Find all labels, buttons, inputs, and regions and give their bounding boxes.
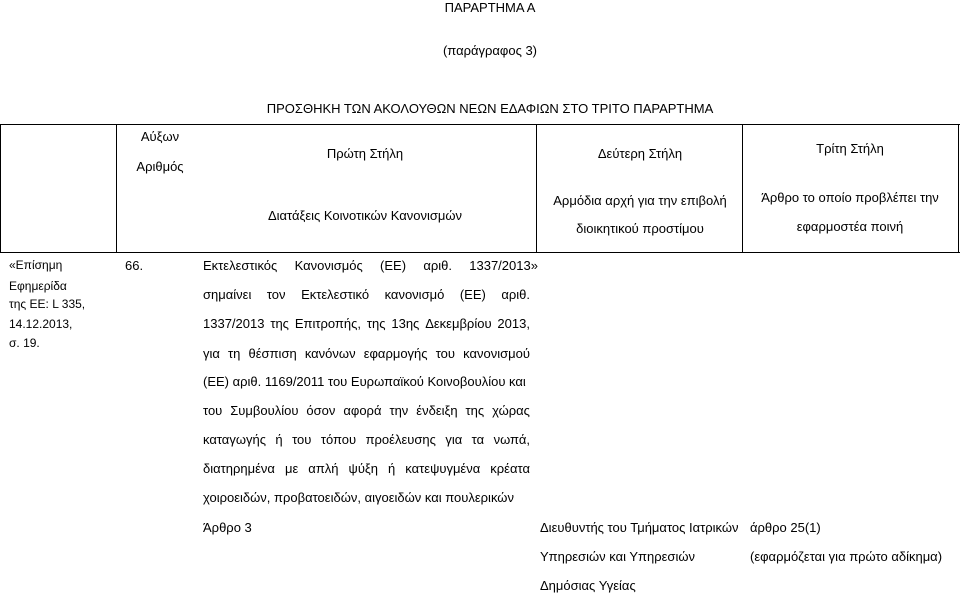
word: για	[445, 432, 463, 447]
word: της	[465, 403, 485, 418]
word: κανονισμού	[463, 346, 530, 361]
column-divider-2	[536, 124, 537, 253]
definition-line	[203, 287, 530, 302]
word: με	[284, 461, 299, 476]
word: σημαίνει	[203, 287, 252, 302]
word: θέσπιση	[248, 346, 297, 361]
word: ή	[275, 432, 283, 447]
word: προέλευσης	[365, 432, 436, 447]
word: Εκτελεστικός	[203, 258, 278, 273]
table-right-border	[958, 124, 959, 253]
word: την	[389, 403, 409, 418]
word: τον	[266, 287, 286, 302]
word: τη	[228, 346, 241, 361]
word: όσον	[306, 403, 336, 418]
word: αφορά	[343, 403, 382, 418]
definition-line	[203, 403, 530, 418]
addition-title: ΠΡΟΣΘΗΚΗ ΤΩΝ ΑΚΟΛΟΥΘΩΝ ΝΕΩΝ ΕΔΑΦΙΩΝ ΣΤΟ ΤΡΙΤΟ ΠΑΡΑΡΤΗΜΑ	[266, 101, 714, 116]
column3-title: Τρίτη Στήλη	[816, 141, 884, 156]
word: χώρας	[492, 403, 530, 418]
word: Κανονισμός	[294, 258, 363, 273]
word: καταγωγής	[203, 432, 266, 447]
definition-line: (ΕΕ) αριθ. 1169/2011 του Ευρωπαϊκού Κοινοβουλίου και	[203, 374, 526, 389]
word: της	[366, 316, 386, 331]
definition-line	[203, 346, 530, 361]
word: απλή	[308, 461, 339, 476]
word: του	[292, 432, 312, 447]
word: εφαρμογής	[363, 346, 428, 361]
journal-ref-line1: «Επίσημη	[9, 258, 63, 272]
word: του	[435, 346, 455, 361]
word: Δεκεμβρίου	[425, 316, 492, 331]
column1-title: Πρώτη Στήλη	[326, 146, 404, 161]
word: 2013,	[497, 316, 530, 331]
word: για	[203, 346, 220, 361]
journal-ref-line3: της ΕΕ: L 335,	[9, 297, 86, 311]
journal-ref-line2: Εφημερίδα	[9, 279, 67, 293]
word: ένδειξη	[416, 403, 458, 418]
word: νωπά,	[493, 432, 530, 447]
column1-description: Διατάξεις Κοινοτικών Κανονισμών	[267, 208, 463, 223]
word: (ΕΕ)	[459, 287, 486, 302]
column3-description-line2: εφαρμοστέα ποινή	[796, 219, 904, 234]
annex-title: ΠΑΡΑΡΤΗΜΑ Α	[444, 0, 536, 15]
authority-line1: Διευθυντής του Τμήματος Ιατρικών	[540, 520, 739, 535]
serial-header-line2: Αριθμός	[136, 159, 184, 174]
serial-header-line1: Αύξων	[140, 129, 180, 144]
paragraph-reference: (παράγραφος 3)	[442, 43, 538, 58]
definition-line	[203, 316, 530, 331]
column2-title: Δεύτερη Στήλη	[597, 146, 683, 161]
column2-description-line2: διοικητικού προστίμου	[576, 221, 704, 236]
word: 13ης	[391, 316, 420, 331]
table-left-border	[0, 124, 1, 253]
article-reference: Άρθρο 3	[203, 520, 252, 535]
authority-line2: Υπηρεσιών και Υπηρεσιών	[540, 549, 695, 564]
word: αριθ.	[501, 287, 530, 302]
journal-ref-line5: σ. 19.	[9, 336, 40, 350]
column3-description-line1: Άρθρο το οποίο προβλέπει την	[761, 190, 939, 205]
table-top-border	[0, 124, 960, 125]
word: αριθ.	[423, 258, 452, 273]
word: της	[270, 316, 289, 331]
word: κατεψυγμένα	[405, 461, 481, 476]
word: 1337/2013»	[469, 258, 538, 273]
word: κανονισμό	[384, 287, 445, 302]
entry-number: 66.	[125, 258, 144, 273]
word: διατηρημένα	[203, 461, 275, 476]
penalty-note: (εφαρμόζεται για πρώτο αδίκημα)	[750, 549, 943, 564]
word: 1337/2013	[203, 316, 265, 331]
table-header-border	[0, 252, 960, 253]
column-divider-3	[742, 124, 743, 253]
word: του	[203, 403, 223, 418]
definition-line	[203, 432, 530, 447]
word: Εκτελεστικό	[301, 287, 370, 302]
word: ψύξη	[348, 461, 378, 476]
word: Επιτροπής,	[294, 316, 361, 331]
authority-line3: Δημόσιας Υγείας	[540, 578, 636, 593]
penalty-article: άρθρο 25(1)	[750, 520, 821, 535]
column2-description-line1: Αρμόδια αρχή για την επιβολή	[553, 193, 727, 208]
word: κανόνων	[304, 346, 356, 361]
definition-line	[203, 461, 530, 476]
entry-heading	[203, 258, 538, 273]
word: Συμβουλίου	[230, 403, 299, 418]
word: κρέατα	[490, 461, 530, 476]
word: τα	[471, 432, 485, 447]
word: τόπου	[320, 432, 357, 447]
journal-ref-line4: 14.12.2013,	[9, 317, 73, 331]
word: (ΕΕ)	[380, 258, 407, 273]
word: ή	[388, 461, 396, 476]
definition-line: χοιροειδών, προβατοειδών, αιγοειδών και πουλερικών	[203, 490, 514, 505]
